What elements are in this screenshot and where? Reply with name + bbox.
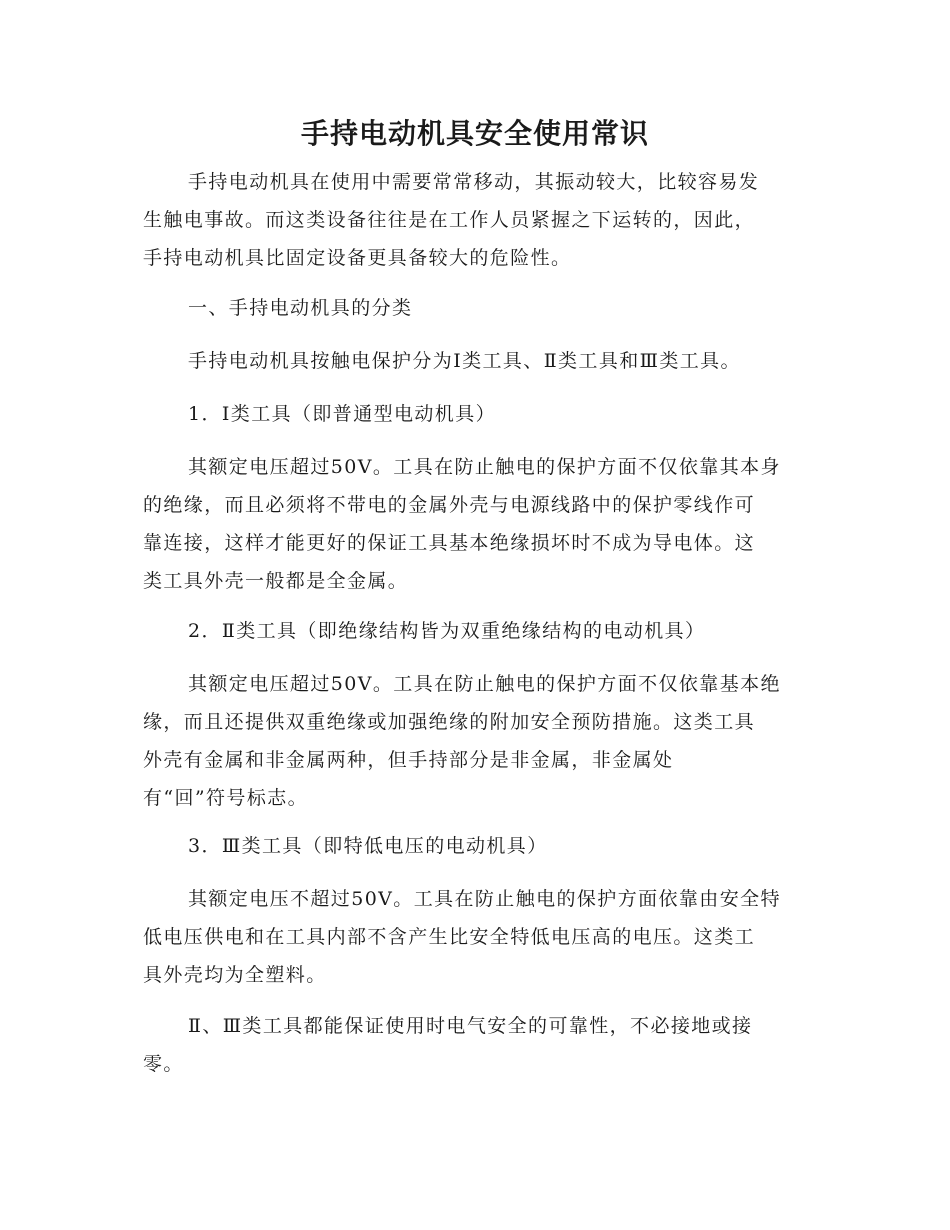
class1-paragraph: [143, 448, 809, 600]
class1-line: 靠连接，这样才能更好的保证工具基本绝缘损坏时不成为导电体。这: [143, 532, 756, 554]
class2-paragraph: [143, 665, 809, 817]
class2-line: 外壳有金属和非金属两种，但手持部分是非金属，非金属处: [143, 749, 674, 771]
section1-heading: 一、手持电动机具的分类: [188, 297, 413, 319]
summary-line: Ⅱ、Ⅲ类工具都能保证使用时电气安全的可靠性，不必接地或接: [188, 1015, 753, 1037]
class3-heading: 3．Ⅲ类工具（即特低电压的电动机具）: [188, 835, 548, 857]
intro-line: 手持电动机具比固定设备更具备较大的危险性。: [143, 247, 572, 269]
class2-line: 其额定电压超过50V。工具在防止触电的保护方面不仅依靠基本绝: [188, 673, 781, 695]
class3-line: 具外壳均为全塑料。: [143, 964, 327, 986]
class1-heading: 1．Ⅰ类工具（即普通型电动机具）: [188, 403, 496, 425]
class2-heading: 2．Ⅱ类工具（即绝缘结构皆为双重绝缘结构的电动机具）: [188, 620, 706, 642]
intro-line: 手持电动机具在使用中需要常常移动，其振动较大，比较容易发: [188, 171, 760, 193]
class3-line: 低电压供电和在工具内部不含产生比安全特低电压高的电压。这类工: [143, 926, 756, 948]
class1-line: 的绝缘，而且必须将不带电的金属外壳与电源线路中的保护零线作可: [143, 494, 756, 516]
document-title: 手持电动机具安全使用常识: [300, 117, 649, 150]
class2-line: 缘，而且还提供双重绝缘或加强绝缘的附加安全预防措施。这类工具: [143, 711, 756, 733]
intro-line: 生触电事故。而这类设备往往是在工作人员紧握之下运转的，因此，: [143, 209, 756, 231]
class3-line: 其额定电压不超过50V。工具在防止触电的保护方面依靠由安全特: [188, 888, 781, 910]
class2-line: 有“回”符号标志。: [143, 787, 309, 809]
summary-line: 零。: [143, 1053, 184, 1075]
classification-paragraph: 手持电动机具按触电保护分为Ⅰ类工具、Ⅱ类工具和Ⅲ类工具。: [188, 350, 741, 372]
class3-paragraph: [143, 880, 809, 994]
class1-line: 其额定电压超过50V。工具在防止触电的保护方面不仅依靠其本身: [188, 456, 781, 478]
intro-paragraph: [143, 163, 809, 277]
class1-line: 类工具外壳一般都是全金属。: [143, 570, 409, 592]
summary-paragraph: [143, 1007, 809, 1083]
